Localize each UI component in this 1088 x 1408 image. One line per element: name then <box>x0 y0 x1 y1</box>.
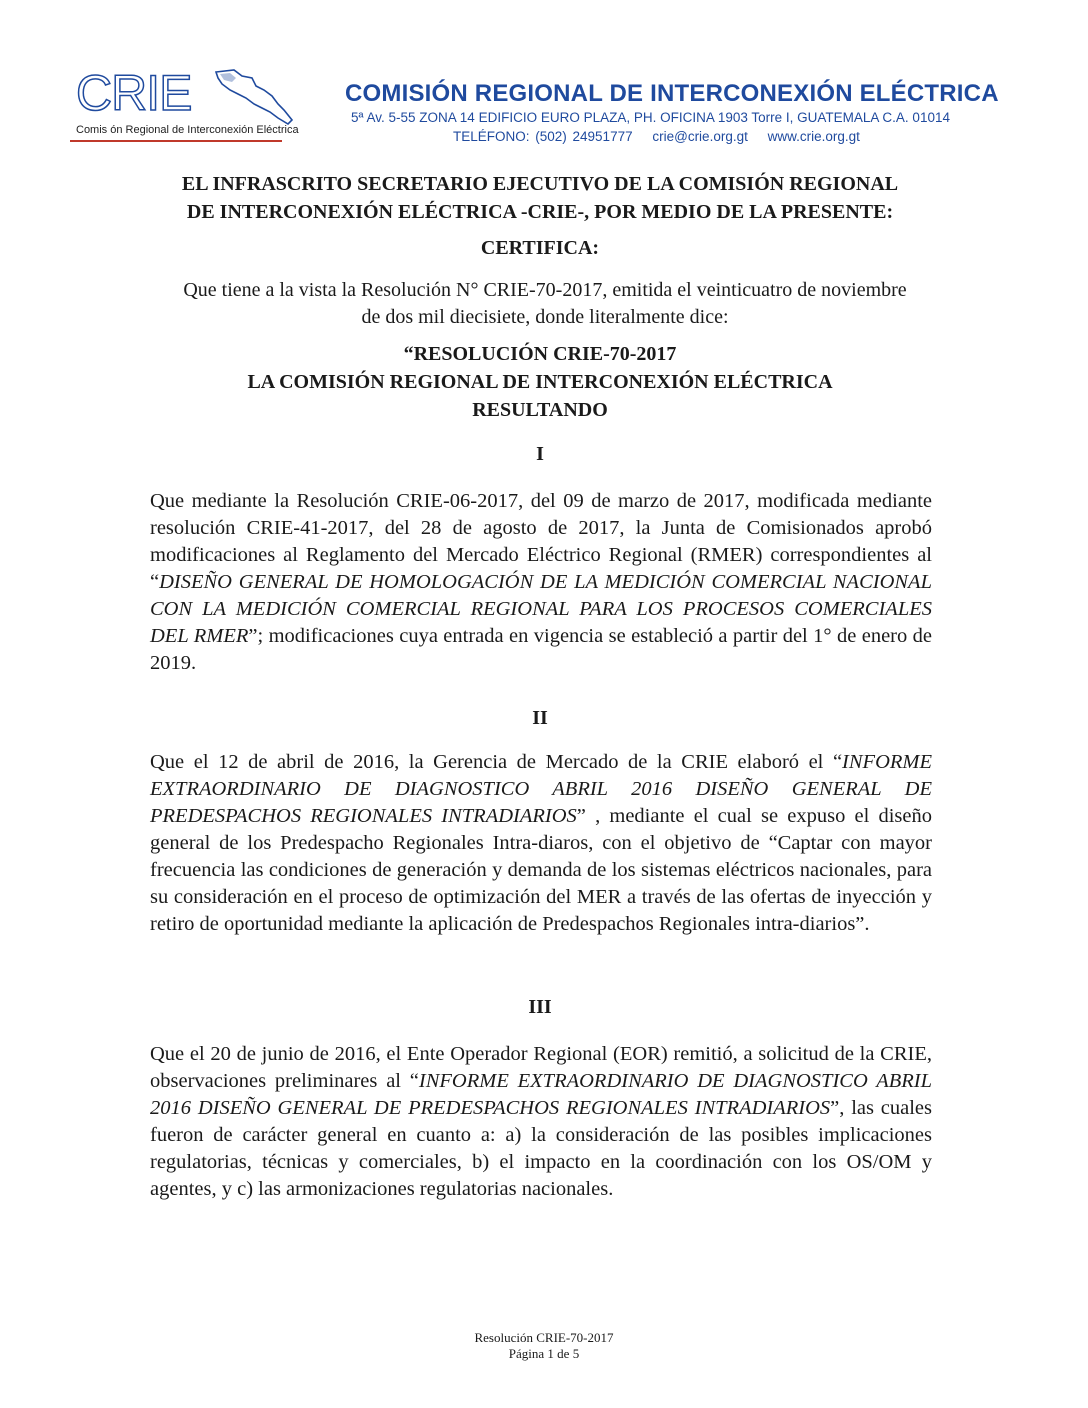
section-numeral-1: I <box>536 443 544 465</box>
website-link: www.crie.org.gt <box>767 129 860 144</box>
section-3-text-b: ”, las cuales fueron de carácter general en cuanto a: a) la consideración de las posibles implicaciones regulatorias, técnicas y comerciales, b) el impacto en la coordinación con los OS/OM y agentes, y c) las armonizaciones regulatorias nacionales. <box>150 1097 933 1200</box>
footer-page-number: Página 1 de 5 <box>508 1346 580 1361</box>
resolution-title-line-1: “RESOLUCIÓN CRIE-70-2017 <box>403 343 677 365</box>
letterhead <box>70 62 1030 152</box>
section-2-text-a: Que el 12 de abril de 2016, la Gerencia de Mercado de la CRIE elaboró el “ <box>150 751 843 773</box>
footer-resolution: Resolución CRIE-70-2017 <box>474 1330 614 1345</box>
central-america-map-icon <box>212 68 296 128</box>
intro-text <box>150 277 940 331</box>
section-paragraph-2 <box>150 749 932 938</box>
organization-title: COMISIÓN REGIONAL DE INTERCONEXIÓN ELÉCTRICA <box>345 80 999 107</box>
page-footer <box>0 1330 1088 1362</box>
email-address: crie@crie.org.gt <box>652 129 748 144</box>
section-paragraph-3 <box>150 1041 932 1203</box>
section-numeral-2: II <box>532 707 548 729</box>
section-2-text-b: ” , mediante el cual se expuso el diseño general de los Predespacho Regionales Intra-diaros, con el objetivo de “Captar con mayor frecuencia las condiciones de generación y demanda de los sistemas eléctricos nacionales, para su consideración en el proceso de optimización del MER a través de las ofertas de inyección y retiro de oportunidad mediante la aplicación de Predespachos Regionales intra-diarios”. <box>150 805 932 935</box>
preamble-heading <box>100 170 980 226</box>
section-1-text-b: ”; modificaciones cuya entrada en vigencia se estableció a partir del 1° de enero de 2019. <box>150 625 932 674</box>
section-1-italic: DISEÑO GENERAL DE HOMOLOGACIÓN DE LA MEDICIÓN COMERCIAL NACIONAL CON LA MEDICIÓN COMERCIAL REGIONAL PARA LOS PROCESOS COMERCIALES DEL RMER <box>150 571 932 647</box>
organization-contact <box>453 129 874 144</box>
section-paragraph-1 <box>150 488 932 677</box>
resolution-title <box>100 340 980 424</box>
logo-underline <box>70 140 282 142</box>
section-1-text-a: Que mediante la Resolución CRIE-06-2017, del 09 de marzo de 2017, modificada mediante resolución CRIE-41-2017, del 28 de agosto de 2017, la Junta de Comisionados aprobó modificaciones al Reglamento del Mercado Eléctrico Regional (RMER) correspondientes al “ <box>150 490 932 593</box>
section-3-text-a: Que el 20 de junio de 2016, el Ente Operador Regional (EOR) remitió, a solicitud de la CRIE, observaciones preliminares al “ <box>150 1043 932 1092</box>
certifica-heading: CERTIFICA: <box>480 237 600 259</box>
section-3-italic: INFORME EXTRAORDINARIO DE DIAGNOSTICO ABRIL 2016 DISEÑO GENERAL DE PREDESPACHOS REGIONALES INTRADIARIOS <box>150 1070 932 1119</box>
logo-subtitle: Comis ón Regional de Interconexión Eléctrica <box>76 124 299 136</box>
preamble-line-1: EL INFRASCRITO SECRETARIO EJECUTIVO DE LA COMISIÓN REGIONAL <box>181 173 899 195</box>
organization-address: 5ª Av. 5-55 ZONA 14 EDIFICIO EURO PLAZA, PH. OFICINA 1903 Torre I, GUATEMALA C.A. 01014 <box>351 110 950 125</box>
section-numeral-3: III <box>528 996 552 1018</box>
crie-logo <box>70 62 299 142</box>
resolution-title-line-2: LA COMISIÓN REGIONAL DE INTERCONEXIÓN ELÉCTRICA <box>247 371 833 393</box>
preamble-line-2: DE INTERCONEXIÓN ELÉCTRICA -CRIE-, POR MEDIO DE LA PRESENTE: <box>186 201 894 223</box>
phone-number: TELÉFONO: (502) 24951777 <box>453 129 633 144</box>
section-2-italic: INFORME EXTRAORDINARIO DE DIAGNOSTICO ABRIL 2016 DISEÑO GENERAL DE PREDESPACHOS REGIONALES INTRADIARIOS <box>150 751 932 827</box>
intro-line-1: Que tiene a la vista la Resolución N° CRIE-70-2017, emitida el veinticuatro de noviembre <box>183 279 907 301</box>
resolution-title-line-3: RESULTANDO <box>472 399 608 421</box>
logo-text: CRIE <box>76 65 192 121</box>
intro-line-2: de dos mil diecisiete, donde literalmente dice: <box>361 306 729 328</box>
